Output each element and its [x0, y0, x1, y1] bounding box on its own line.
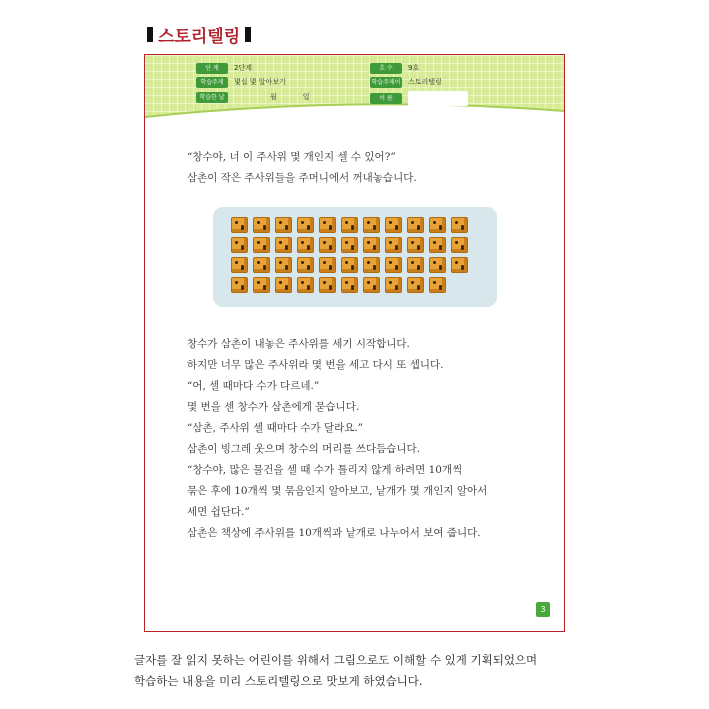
topic-value: 몇십 몇 알아보기 [234, 78, 286, 86]
die-icon [275, 257, 292, 273]
title-left-bar [147, 27, 153, 42]
die-icon [429, 257, 446, 273]
die-icon [319, 217, 336, 233]
die-icon [363, 237, 380, 253]
die-icon [341, 237, 358, 253]
die-icon [385, 237, 402, 253]
subtopic-label: 학습주제어 [371, 78, 401, 86]
dice-empty-slot [451, 277, 468, 293]
story-line: 삼촌은 책상에 주사위를 10개씩과 낱개로 나누어서 보여 줍니다. [187, 527, 481, 539]
die-icon [253, 237, 270, 253]
die-icon [253, 257, 270, 273]
name-label: 이 름 [370, 93, 402, 104]
die-icon [341, 257, 358, 273]
dice-grid [231, 217, 468, 293]
subtopic-value: 스토리텔링 [408, 78, 442, 86]
die-icon [253, 217, 270, 233]
die-icon [385, 277, 402, 293]
story-intro [187, 147, 547, 189]
story-line: 삼촌이 빙그레 웃으며 창수의 머리를 쓰다듬습니다. [187, 443, 421, 455]
day-label: 일 [302, 93, 310, 101]
die-icon [297, 217, 314, 233]
story-line: 몇 번을 센 창수가 삼촌에게 묻습니다. [187, 401, 360, 413]
section-title [147, 22, 251, 46]
die-icon [231, 217, 248, 233]
caption-line: 학습하는 내용을 미리 스토리텔링으로 맛보게 하였습니다. [134, 674, 423, 688]
story-body [187, 334, 547, 544]
issue-row [370, 62, 419, 74]
die-icon [319, 237, 336, 253]
page-number: 3 [536, 602, 550, 617]
topic-row [196, 76, 286, 88]
story-line: 하지만 너무 많은 주사위라 몇 번을 세고 다시 또 셉니다. [187, 359, 444, 371]
stage-row [196, 62, 252, 74]
die-icon [341, 277, 358, 293]
date-label: 학습한 날 [196, 92, 228, 103]
die-icon [385, 257, 402, 273]
stage-value: 2단계 [234, 64, 252, 72]
die-icon [275, 277, 292, 293]
story-line: 세면 쉽단다.” [187, 506, 250, 518]
die-icon [297, 237, 314, 253]
stage-label: 단 계 [196, 63, 228, 74]
dice-panel [213, 207, 497, 307]
caption [134, 650, 537, 692]
story-line: “삼촌, 주사위 셀 때마다 수가 달라요.” [187, 422, 364, 434]
die-icon [275, 217, 292, 233]
subtopic-row [370, 76, 442, 88]
die-icon [319, 257, 336, 273]
die-icon [363, 217, 380, 233]
name-row [370, 92, 468, 104]
die-icon [451, 217, 468, 233]
die-icon [385, 217, 402, 233]
issue-value: 9호 [408, 64, 420, 72]
die-icon [429, 237, 446, 253]
die-icon [407, 277, 424, 293]
date-row [196, 91, 310, 103]
die-icon [231, 237, 248, 253]
story-line: “창수야, 너 이 주사위 몇 개인지 셀 수 있어?” [187, 151, 396, 163]
section-title-text: 스토리텔링 [158, 26, 241, 47]
workbook-page [144, 54, 565, 632]
die-icon [363, 257, 380, 273]
die-icon [451, 237, 468, 253]
issue-label: 호 수 [370, 63, 402, 74]
die-icon [407, 217, 424, 233]
die-icon [231, 257, 248, 273]
die-icon [253, 277, 270, 293]
die-icon [451, 257, 468, 273]
title-right-bar [245, 27, 251, 42]
story-line: “어, 셀 때마다 수가 다르네.” [187, 380, 320, 392]
story-line: 삼촌이 작은 주사위들을 주머니에서 꺼내놓습니다. [187, 172, 417, 184]
die-icon [407, 237, 424, 253]
name-field[interactable] [408, 91, 468, 106]
die-icon [275, 237, 292, 253]
die-icon [319, 277, 336, 293]
die-icon [297, 257, 314, 273]
topic-label: 학습주제 [196, 77, 228, 88]
story-line: 창수가 삼촌이 내놓은 주사위를 세기 시작합니다. [187, 338, 410, 350]
die-icon [429, 277, 446, 293]
die-icon [341, 217, 358, 233]
story-line: “창수야, 많은 물건을 셀 때 수가 틀리지 않게 하려면 10개씩 [187, 464, 463, 476]
caption-line: 글자를 잘 읽지 못하는 어린이를 위해서 그림으로도 이해할 수 있게 기획되었으며 [134, 653, 538, 667]
month-label: 월 [270, 93, 277, 101]
die-icon [429, 217, 446, 233]
die-icon [297, 277, 314, 293]
die-icon [231, 277, 248, 293]
die-icon [363, 277, 380, 293]
story-line: 묶은 후에 10개씩 몇 묶음인지 알아보고, 낱개가 몇 개인지 알아서 [187, 485, 488, 497]
die-icon [407, 257, 424, 273]
